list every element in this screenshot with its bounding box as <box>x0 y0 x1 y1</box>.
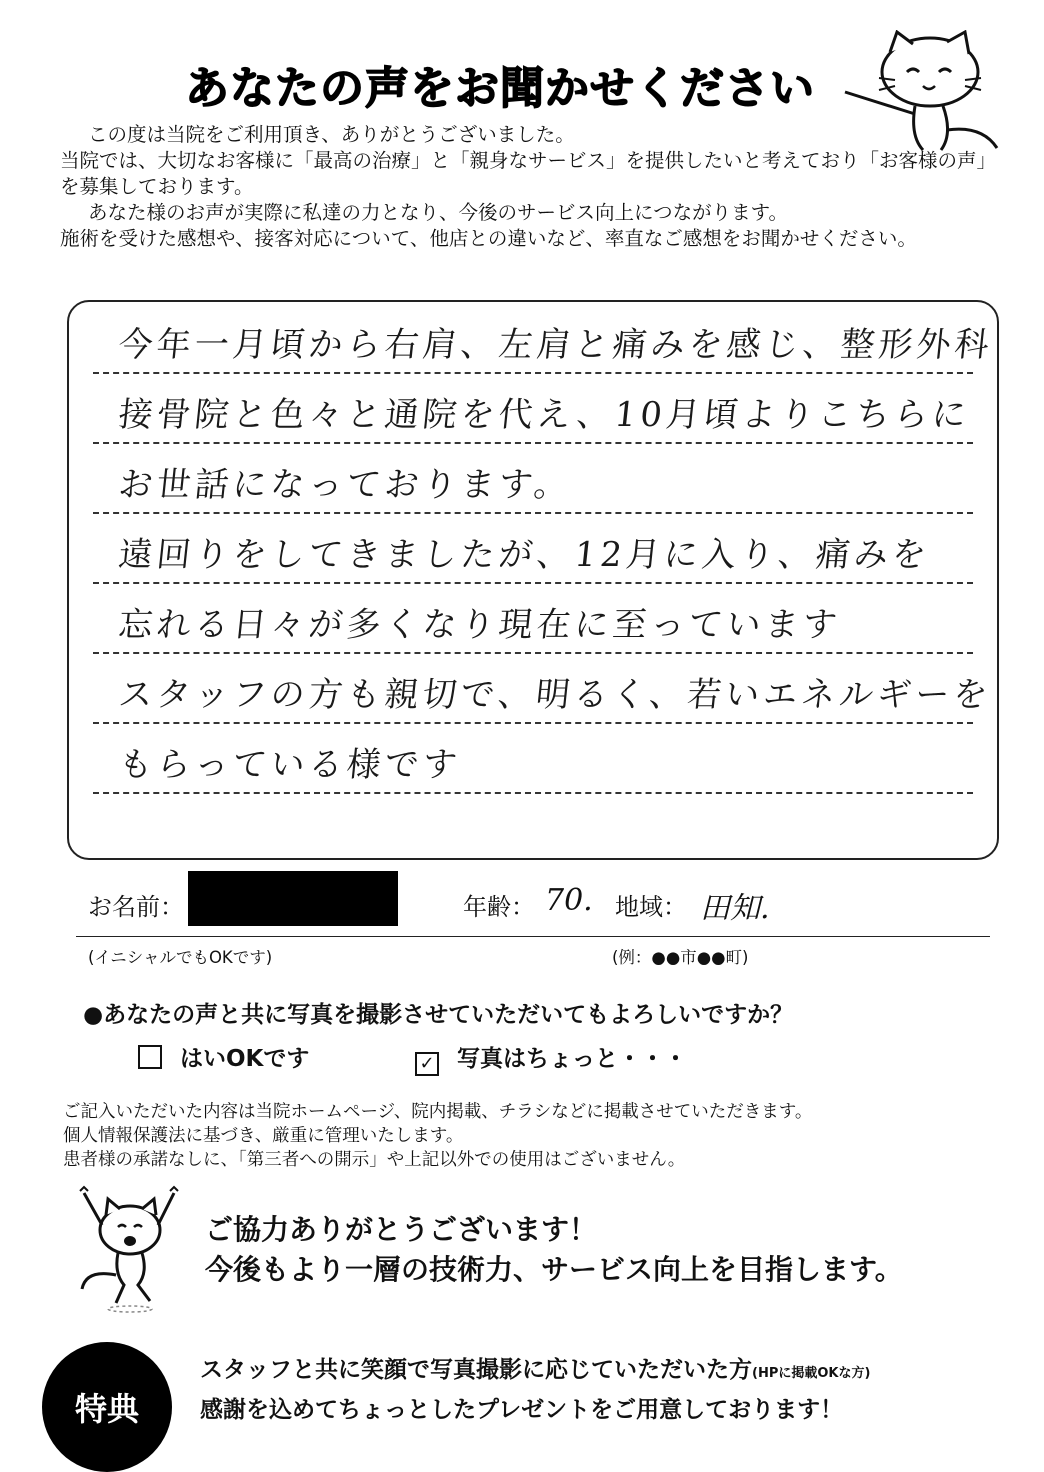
perk-badge: 特典 <box>42 1342 172 1472</box>
comment-box[interactable] <box>67 300 999 860</box>
photo-question: ●あなたの声と共に写真を撮影させていただいてもよろしいですか？ <box>83 1002 794 1028</box>
perk-text <box>200 1352 870 1428</box>
comment-line: スタッフの方も親切で、明るく、若いエネルギーを <box>93 652 973 724</box>
intro-line: 施術を受けた感想や、接客対応について、他店との違いなど、率直なご感想をお聞かせください。 <box>60 227 917 250</box>
comment-line: もらっている様です <box>93 722 973 794</box>
name-label: お名前： <box>88 893 184 921</box>
checkbox-yes[interactable] <box>138 1045 162 1069</box>
option-yes[interactable] <box>138 1040 309 1073</box>
name-field-redacted[interactable] <box>188 871 398 926</box>
intro-line: 当院では、大切なお客様に「最高の治療」と「親身なサービス」を提供したいと考えており「お客様の声」を募集しております。 <box>60 149 997 198</box>
perk-note: (HPに掲載OKな方) <box>752 1366 871 1381</box>
option-yes-label: はいOKです <box>180 1046 310 1072</box>
notice-line: ご記入いただいた内容は当院ホームページ、院内掲載、チラシなどに掲載させていただきます。 <box>63 1102 813 1122</box>
notice-line: 患者様の承諾なしに、「第三者への開示」や上記以外での使用はございません。 <box>63 1150 686 1170</box>
comment-line: 遠回りをしてきましたが、12月に入り、痛みを <box>93 512 973 584</box>
perk-line-2: 感謝を込めてちょっとしたプレゼントをご用意しております！ <box>200 1397 844 1423</box>
privacy-notice <box>63 1100 1023 1172</box>
divider <box>76 936 990 937</box>
comment-line: お世話になっております。 <box>93 442 973 514</box>
intro-line: あなた様のお声が実際に私達の力となり、今後のサービス向上につながります。 <box>88 201 789 224</box>
thanks-line: 今後もより一層の技術力、サービス向上を目指します。 <box>205 1253 903 1286</box>
checkbox-no[interactable]: ✓ <box>415 1052 439 1076</box>
region-hint: (例：●●市●●町) <box>612 948 749 967</box>
name-hint: (イニシャルでもOKです) <box>88 948 273 967</box>
option-no-label: 写真はちょっと・・・ <box>457 1046 687 1072</box>
age-field[interactable]: 70. <box>545 883 593 918</box>
comment-line: 今年一月頃から右肩、左肩と痛みを感じ、整形外科 <box>93 302 973 374</box>
cat-cheering-icon <box>70 1185 190 1315</box>
comment-line: 接骨院と色々と通院を代え、10月頃よりこちらに <box>93 372 973 444</box>
perk-line-1: スタッフと共に笑顔で写真撮影に応じていただいた方(HPに掲載OKな方) <box>200 1357 871 1383</box>
intro-text <box>60 122 1010 252</box>
region-label: 地域： <box>615 893 687 921</box>
intro-line: この度は当院をご利用頂き、ありがとうございました。 <box>88 123 575 146</box>
page-title: あなたの声をお聞かせください <box>185 63 815 114</box>
age-label: 年齢： <box>463 893 535 921</box>
thanks-message <box>205 1210 903 1290</box>
option-no[interactable] <box>415 1040 687 1076</box>
region-field[interactable]: 田知. <box>700 891 770 926</box>
comment-line: 忘れる日々が多くなり現在に至っています <box>93 582 973 654</box>
thanks-line: ご協力ありがとうございます！ <box>205 1213 598 1246</box>
notice-line: 個人情報保護法に基づき、厳重に管理いたします。 <box>63 1126 464 1146</box>
